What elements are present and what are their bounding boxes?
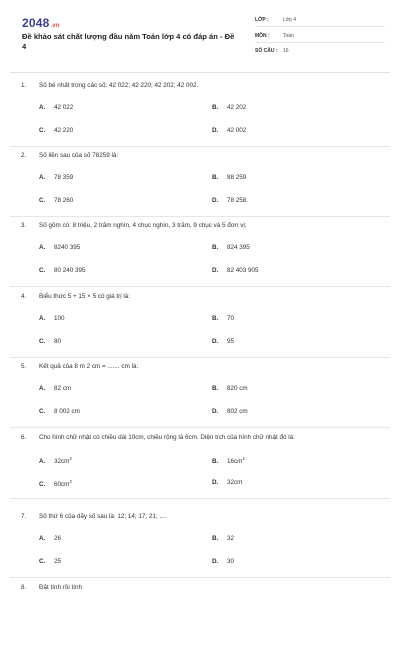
answer-option-d[interactable]: [212, 408, 248, 415]
answer-option-a[interactable]: [39, 385, 71, 392]
option-text: 8 002 cm: [54, 408, 80, 415]
answer-option-c[interactable]: [39, 127, 73, 134]
option-letter: A.: [39, 244, 46, 251]
answer-option-a[interactable]: [39, 244, 80, 251]
option-text: 70: [227, 315, 235, 322]
answer-option-b[interactable]: [212, 174, 246, 181]
question-text: Số thứ 6 của dãy số sau là: 12; 14; 17; 21; ....: [39, 513, 167, 520]
answer-option-a[interactable]: [39, 104, 73, 111]
option-letter: C.: [39, 338, 46, 345]
answer-option-d[interactable]: [212, 479, 242, 486]
question-text: Kết quả của 8 m 2 cm = ....... cm là:: [39, 363, 139, 370]
question-number: 6.: [21, 434, 27, 441]
option-text: 16cm: [227, 458, 243, 466]
document-header: [0, 0, 400, 70]
question-5: [0, 363, 400, 433]
option-letter: B.: [212, 104, 219, 111]
option-text: 78 260: [54, 197, 74, 204]
question-8: [0, 584, 400, 654]
meta-grade-value: Lớp 4: [283, 17, 297, 23]
option-text: 78 258.: [227, 197, 249, 204]
answer-option-b[interactable]: [212, 535, 234, 542]
question-divider: [10, 498, 390, 499]
option-letter: B.: [212, 385, 219, 392]
meta-count-label: SỐ CÂU :: [255, 48, 278, 54]
question-divider: [10, 577, 390, 578]
meta-count-value: 16: [283, 48, 289, 54]
header-divider: [10, 72, 390, 73]
option-letter: A.: [39, 104, 46, 111]
question-1: [0, 82, 400, 152]
question-text: Số gồm có: 8 triệu, 2 trăm nghìn, 4 chục nghìn, 3 trăm, 9 chục và 5 đơn vị:: [39, 222, 247, 229]
question-text: Cho hình chữ nhật có chiều dài 10cm, chiều rộng là 6cm. Diện tích của hình chữ nhật đó là:: [39, 434, 295, 441]
question-divider: [10, 216, 390, 217]
meta-divider: [255, 42, 385, 43]
option-text: 42 202: [227, 104, 247, 111]
site-logo[interactable]: [22, 16, 60, 30]
option-letter: B.: [212, 535, 219, 542]
option-text: 80 240 395: [54, 267, 86, 274]
option-letter: B.: [212, 458, 219, 466]
option-text: 32: [227, 535, 235, 542]
logo-suffix: .vn: [50, 23, 60, 29]
question-4: [0, 293, 400, 363]
meta-divider: [255, 26, 385, 27]
option-text: 8240 395: [54, 244, 81, 251]
option-text: 824 395: [227, 244, 250, 251]
option-letter: C.: [39, 408, 46, 415]
option-letter: C.: [39, 197, 46, 204]
option-text: 100: [54, 315, 65, 322]
answer-option-c[interactable]: [39, 408, 80, 415]
option-superscript: 2: [69, 456, 72, 461]
meta-subject: [255, 33, 385, 45]
meta-grade: [255, 17, 385, 29]
question-6: [0, 434, 400, 504]
option-text: 25: [54, 558, 62, 565]
question-text: Đặt tính rồi tính: [39, 584, 83, 591]
question-number: 1.: [21, 82, 27, 89]
option-letter: A.: [39, 385, 46, 392]
option-letter: B.: [212, 315, 219, 322]
option-letter: A.: [39, 315, 46, 322]
question-divider: [10, 286, 390, 287]
option-text: 82 403 905: [227, 267, 259, 274]
option-letter: C.: [39, 267, 46, 274]
answer-option-c[interactable]: [39, 558, 61, 565]
question-3: [0, 222, 400, 292]
answer-option-c[interactable]: [39, 267, 86, 274]
option-text: 802 cm: [227, 408, 248, 415]
question-divider: [10, 146, 390, 147]
answer-option-b[interactable]: [212, 104, 246, 111]
meta-subject-label: MÔN :: [255, 33, 270, 39]
option-letter: C.: [39, 481, 46, 489]
meta-subject-value: Toán: [283, 33, 294, 39]
question-number: 4.: [21, 293, 27, 300]
answer-option-d[interactable]: [212, 338, 234, 345]
option-text: 82 cm: [54, 385, 72, 392]
answer-option-a[interactable]: [39, 315, 65, 322]
answer-option-b[interactable]: [212, 385, 248, 392]
option-letter: D.: [212, 127, 219, 134]
question-7: [0, 513, 400, 583]
question-divider: [10, 427, 390, 428]
option-letter: C.: [39, 558, 46, 565]
answer-option-a[interactable]: [39, 174, 73, 181]
option-text: 30: [227, 558, 235, 565]
question-2: [0, 152, 400, 222]
option-text: 26: [54, 535, 62, 542]
option-text: 60cm: [54, 481, 70, 489]
option-letter: D.: [212, 197, 219, 204]
option-text: 42 002: [227, 127, 247, 134]
question-number: 5.: [21, 363, 27, 370]
option-letter: D.: [212, 408, 219, 415]
option-text: 78 359: [54, 174, 74, 181]
answer-option-c[interactable]: [39, 197, 73, 204]
question-text: Biểu thức 5 + 15 × 5 có giá trị là:: [39, 293, 131, 300]
option-letter: D.: [212, 479, 219, 486]
meta-grade-label: LỚP :: [255, 17, 269, 23]
option-text: 32cm: [54, 458, 70, 466]
answer-option-b[interactable]: [212, 244, 250, 251]
option-text: 32cm: [227, 479, 243, 486]
document-title: Đề khảo sát chất lượng đầu năm Toán lớp 4 có đáp án - Đề 4: [22, 32, 235, 51]
option-letter: C.: [39, 127, 46, 134]
question-number: 8.: [21, 584, 27, 591]
option-letter: B.: [212, 244, 219, 251]
question-divider: [10, 357, 390, 358]
answer-option-d[interactable]: [212, 558, 234, 565]
answer-option-d[interactable]: [212, 127, 246, 134]
meta-question-count: [255, 48, 385, 60]
option-letter: D.: [212, 338, 219, 345]
question-text: Số bé nhất trong các số: 42 022; 42 220; 42 202; 42 002.: [39, 82, 199, 89]
answer-option-b[interactable]: [212, 315, 234, 322]
option-superscript: 2: [69, 479, 72, 484]
answer-option-a[interactable]: [39, 535, 61, 542]
answer-option-c[interactable]: [39, 479, 72, 488]
question-number: 7.: [21, 513, 27, 520]
question-number: 2.: [21, 152, 27, 159]
option-letter: A.: [39, 458, 46, 466]
logo-main: 2048: [22, 16, 50, 30]
option-text: 80: [54, 338, 62, 345]
option-letter: B.: [212, 174, 219, 181]
answer-option-c[interactable]: [39, 338, 61, 345]
option-letter: D.: [212, 267, 219, 274]
question-number: 3.: [21, 222, 27, 229]
option-letter: A.: [39, 535, 46, 542]
option-letter: D.: [212, 558, 219, 565]
option-superscript: 2: [242, 456, 245, 461]
option-text: 95: [227, 338, 235, 345]
option-text: 42 022: [54, 104, 74, 111]
option-text: 820 cm: [227, 385, 248, 392]
option-text: 42 220: [54, 127, 74, 134]
answer-option-d[interactable]: [212, 267, 259, 274]
option-letter: A.: [39, 174, 46, 181]
answer-option-a[interactable]: [39, 456, 72, 465]
answer-option-d[interactable]: [212, 197, 248, 204]
answer-option-b[interactable]: [212, 456, 245, 465]
question-text: Số liền sau của số 78259 là:: [39, 152, 119, 159]
option-text: 88 259: [227, 174, 247, 181]
